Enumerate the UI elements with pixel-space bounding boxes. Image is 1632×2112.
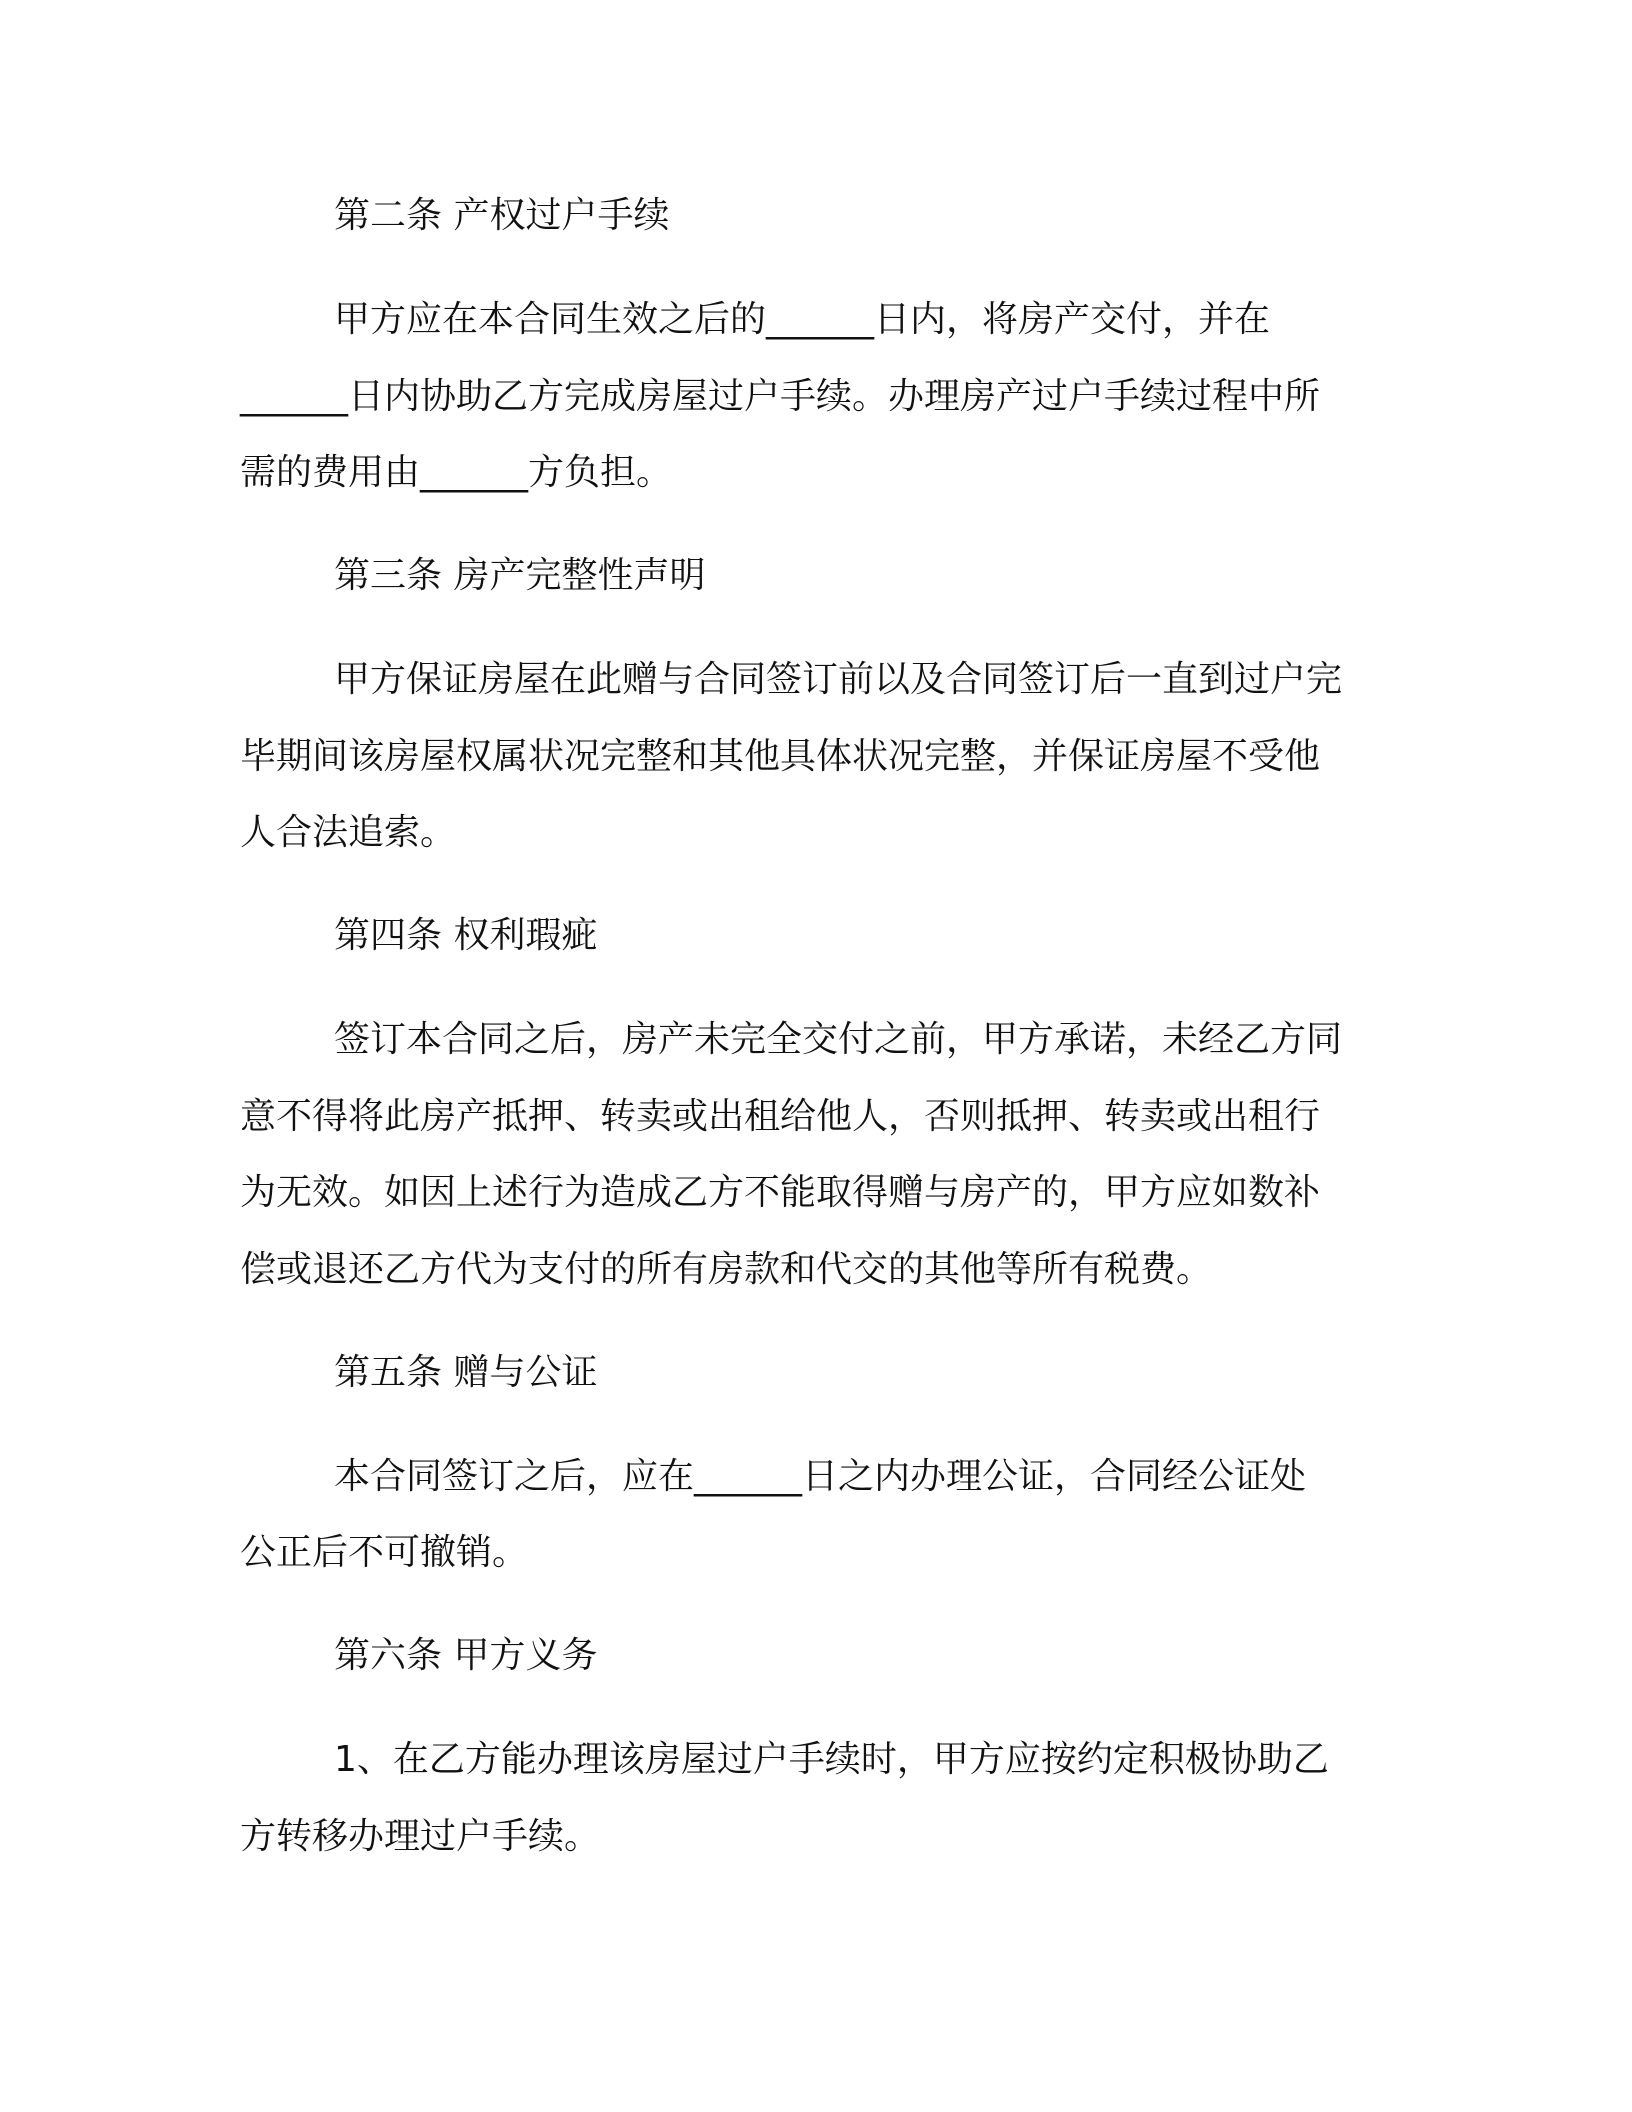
article-3-heading: 第三条 房产完整性声明 (334, 555, 706, 596)
article-4-line-2: 意不得将此房产抵押、转卖或出租给他人，否则抵押、转卖或出租行 (240, 1096, 1321, 1137)
article-4-heading: 第四条 权利瑕疵 (334, 915, 598, 956)
article-3-line-3: 人合法追索。 (240, 812, 457, 853)
article-5-line-1: 本合同签订之后，应在______日之内办理公证，合同经公证处 (334, 1456, 1307, 1497)
article-5-line-2: 公正后不可撤销。 (240, 1532, 529, 1573)
article-3-line-2: 毕期间该房屋权属状况完整和其他具体状况完整，并保证房屋不受他 (240, 736, 1321, 777)
article-6-heading: 第六条 甲方义务 (334, 1635, 598, 1676)
article-4-line-3: 为无效。如因上述行为造成乙方不能取得赠与房产的，甲方应如数补 (240, 1172, 1321, 1213)
article-2-heading: 第二条 产权过户手续 (334, 195, 670, 236)
article-6-line-1: 1、在乙方能办理该房屋过户手续时，甲方应按约定积极协助乙 (334, 1739, 1329, 1780)
article-5-heading: 第五条 赠与公证 (334, 1352, 598, 1393)
article-3-line-1: 甲方保证房屋在此赠与合同签订前以及合同签订后一直到过户完 (334, 659, 1343, 700)
article-2-line-3: 需的费用由______方负担。 (240, 452, 673, 493)
article-4-line-4: 偿或退还乙方代为支付的所有房款和代交的其他等所有税费。 (240, 1249, 1213, 1290)
article-4-line-1: 签订本合同之后，房产未完全交付之前，甲方承诺，未经乙方同 (334, 1019, 1343, 1060)
article-6-line-2: 方转移办理过户手续。 (240, 1816, 601, 1857)
article-2-line-2: ______日内协助乙方完成房屋过户手续。办理房产过户手续过程中所 (240, 376, 1321, 417)
article-2-line-1: 甲方应在本合同生效之后的______日内，将房产交付，并在 (334, 299, 1271, 340)
